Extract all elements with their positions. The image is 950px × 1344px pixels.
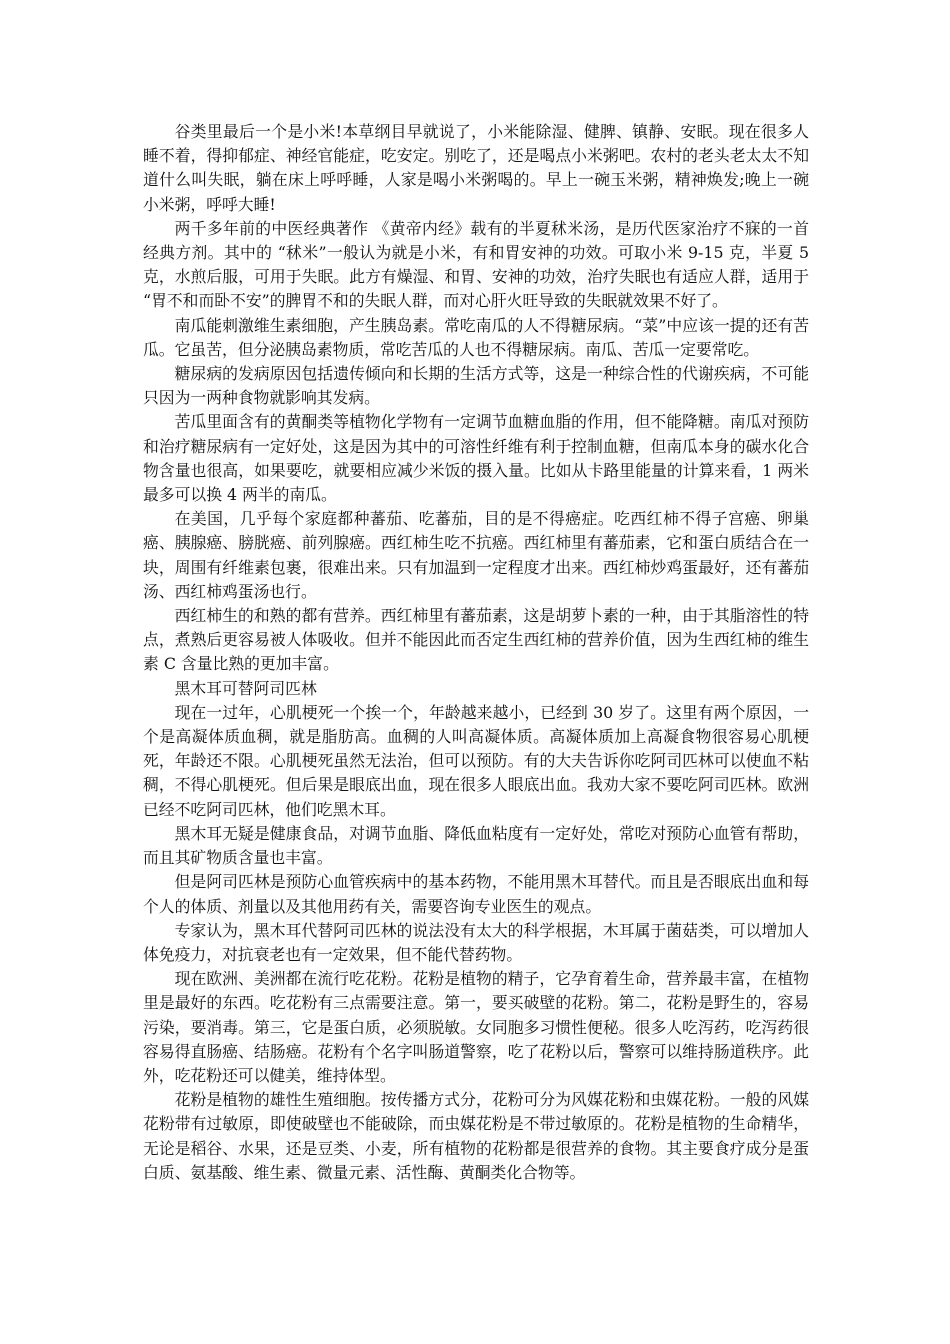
paragraph-diabetes-cause: 糖尿病的发病原因包括遗传倾向和长期的生活方式等，这是一种综合性的代谢疾病，不可能只因为一两种食物就影响其发病。	[143, 364, 809, 408]
paragraph-millet: 谷类里最后一个是小米!本草纲目早就说了，小米能除湿、健脾、镇静、安眠。现在很多人睡不着，得抑郁症、神经官能症，吃安定。别吃了，还是喝点小米粥吧。农村的老头老太太不知道什么叫失眠，躺在床上呼呼睡，人家是喝小米粥喝的。早上一碗玉米粥，精神焕发;晚上一碗小米粥，呼呼大睡!	[143, 122, 809, 214]
section-heading-black-fungus: 黑木耳可替阿司匹林	[174, 678, 317, 698]
paragraph-bitter-melon: 苦瓜里面含有的黄酮类等植物化学物有一定调节血糖血脂的作用，但不能降糖。南瓜对预防和治疗糖尿病有一定好处，这是因为其中的可溶性纤维有利于控制血糖，但南瓜本身的碳水化合物含量也很高，如果要吃，就要相应减少米饭的摄入量。比如从卡路里能量的计算来看，1 两米最多可以换 4 两半的南瓜。	[143, 412, 809, 505]
paragraph-myocardial-infarction: 现在一过年，心肌梗死一个挨一个，年龄越来越小，已经到 30 岁了。这里有两个原因，一个是高凝体质血稠，就是脂肪高。血稠的人叫高凝体质。高凝体质加上高凝食物很容易心肌梗死，年龄还不限。心肌梗死虽然无法治，但可以预防。有的大夫告诉你吃阿司匹林可以使血不粘稠，不得心肌梗死。但后果是眼底出血，现在很多人眼底出血。我劝大家不要吃阿司匹林。欧洲已经不吃阿司匹林，他们吃黑木耳。	[143, 702, 809, 819]
paragraph-pumpkin: 南瓜能刺激维生素细胞，产生胰岛素。常吃南瓜的人不得糖尿病。“菜”中应该一提的还有苦瓜。它虽苦，但分泌胰岛素物质，常吃苦瓜的人也不得糖尿病。南瓜、苦瓜一定要常吃。	[143, 315, 809, 359]
paragraph-banxia-shumi-soup: 两千多年前的中医经典著作 《黄帝内经》载有的半夏秫米汤，是历代医家治疗不寐的一首经典方剂。其中的 “秫米”一般认为就是小米，有和胃安神的功效。可取小米 9-15 克，半夏 5 克，水煎后服，可用于失眠。此方有燥湿、和胃、安神的功效，治疗失眠也有适应人群，适用于 “胃不和而卧不安”的脾胃不和的失眠人群，而对心肝火旺导致的失眠就效果不好了。	[143, 218, 809, 311]
paragraph-pollen-types: 花粉是植物的雄性生殖细胞。按传播方式分，花粉可分为风媒花粉和虫媒花粉。一般的风媒花粉带有过敏原，即使破壁也不能破除，而虫媒花粉是不带过敏原的。花粉是植物的生命精华，无论是稻谷、水果，还是豆类、小麦，所有植物的花粉都是很营养的食物。其主要食疗成分是蛋白质、氨基酸、维生素、微量元素、活性酶、黄酮类化合物等。	[143, 1090, 809, 1182]
paragraph-aspirin-note: 但是阿司匹林是预防心血管疾病中的基本药物，不能用黑木耳替代。而且是否眼底出血和每个人的体质、剂量以及其他用药有关，需要咨询专业医生的观点。	[143, 872, 809, 916]
paragraph-tomato-cancer: 在美国，几乎每个家庭都种蕃茄、吃蕃茄，目的是不得癌症。吃西红柿不得子宫癌、卵巢癌、胰腺癌、膀胱癌、前列腺癌。西红柿生吃不抗癌。西红柿里有蕃茄素，它和蛋白质结合在一块，周围有纤维素包裹，很难出来。只有加温到一定程度才出来。西红柿炒鸡蛋最好，还有蕃茄汤、西红柿鸡蛋汤也行。	[143, 509, 809, 601]
paragraph-black-fungus-health: 黑木耳无疑是健康食品，对调节血脂、降低血粘度有一定好处，常吃对预防心血管有帮助，而且其矿物质含量也丰富。	[143, 823, 809, 868]
paragraph-expert-opinion: 专家认为，黑木耳代替阿司匹林的说法没有太大的科学根据，木耳属于菌菇类，可以增加人体免疫力，对抗衰老也有一定效果，但不能代替药物。	[143, 920, 809, 964]
paragraph-pollen: 现在欧洲、美洲都在流行吃花粉。花粉是植物的精子，它孕育着生命，营养最丰富，在植物里是最好的东西。吃花粉有三点需要注意。第一，要买破壁的花粉。第二，花粉是野生的，容易污染，要消毒。第三，它是蛋白质，必须脱敏。女同胞多习惯性便秘。很多人吃泻药，吃泻药很容易得直肠癌、结肠癌。花粉有个名字叫肠道警察，吃了花粉以后，警察可以维持肠道秩序。此外，吃花粉还可以健美，维持体型。	[143, 969, 809, 1085]
article-body	[143, 120, 809, 1185]
paragraph-tomato-nutrition: 西红柿生的和熟的都有营养。西红柿里有蕃茄素，这是胡萝卜素的一种，由于其脂溶性的特点，煮熟后更容易被人体吸收。但并不能因此而否定生西红柿的营养价值，因为生西红柿的维生素 C 含量比熟的更加丰富。	[143, 606, 809, 674]
